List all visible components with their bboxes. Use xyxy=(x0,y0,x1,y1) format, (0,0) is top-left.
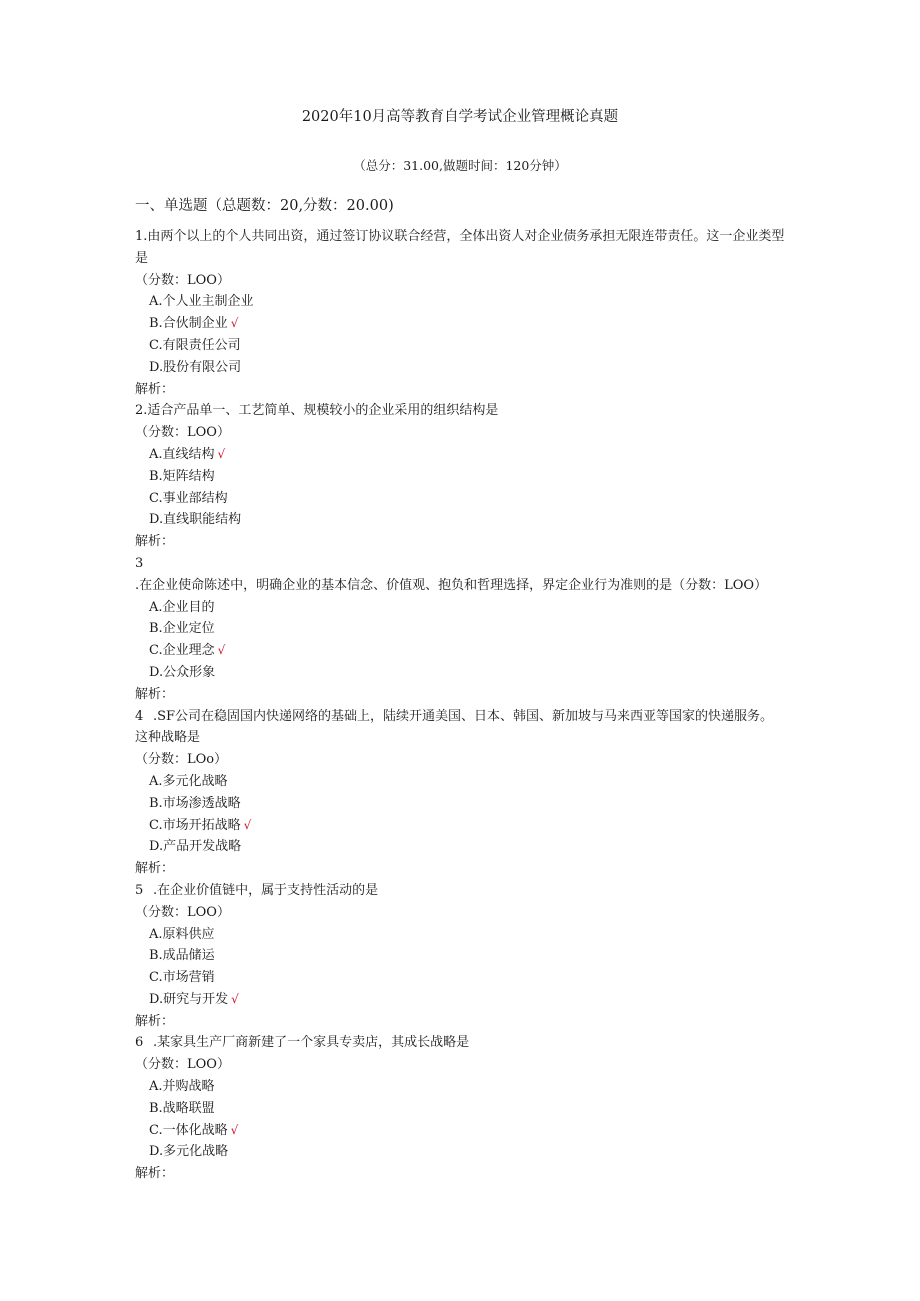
option-label: D.股份有限公司 xyxy=(149,359,242,375)
answer-option xyxy=(135,1141,785,1163)
question-stem xyxy=(135,880,785,902)
option-label: D.研究与开发 xyxy=(149,991,229,1007)
answer-option xyxy=(135,444,785,466)
question-score: （分数：LOo） xyxy=(135,752,228,768)
option-label: C.事业部结构 xyxy=(149,490,228,506)
question-stem xyxy=(135,1032,785,1054)
analysis-label: 解析： xyxy=(135,861,175,877)
answer-option xyxy=(135,924,785,946)
answer-option xyxy=(135,989,785,1011)
option-label: B.企业定位 xyxy=(149,621,215,637)
question-score: （分数：LOO） xyxy=(135,272,230,288)
option-label: B.合伙制企业 xyxy=(149,316,228,332)
question-text: 由两个以上的个人共同出资，通过签订协议联合经营，全体出资人对企业债务承担无限连带责任。这一企业类型是 xyxy=(135,229,785,266)
question-item xyxy=(135,400,785,553)
correct-check-icon: √ xyxy=(231,991,239,1006)
option-label: A.原料供应 xyxy=(149,926,215,942)
question-number: 4 xyxy=(135,708,144,724)
option-label: D.直线职能结构 xyxy=(149,512,242,528)
option-label: B.矩阵结构 xyxy=(149,468,215,484)
answer-option xyxy=(135,662,785,684)
answer-option xyxy=(135,793,785,815)
answer-option xyxy=(135,291,785,313)
correct-check-icon: √ xyxy=(230,316,239,331)
question-stem xyxy=(135,226,785,270)
correct-check-icon: √ xyxy=(230,1122,239,1137)
question-text: .SF公司在稳固国内快递网络的基础上，陆续开通美国、日本、韩国、新加坡与马来西亚等国家的快递服务。这种战略是 xyxy=(135,708,774,746)
option-label: C.市场营销 xyxy=(149,970,215,986)
question-list xyxy=(135,226,785,1185)
question-number: 5 xyxy=(135,882,144,898)
question-number: 1. xyxy=(135,229,148,244)
question-text: .在企业价值链中，属于支持性活动的是 xyxy=(153,882,379,898)
question-text: 适合产品单一、工艺简单、规模较小的企业采用的组织结构是 xyxy=(147,403,499,419)
analysis-label: 解析： xyxy=(135,1166,175,1182)
answer-option xyxy=(135,967,785,989)
analysis-label: 解析： xyxy=(135,1013,175,1029)
answer-option xyxy=(135,488,785,510)
option-label: D.多元化战略 xyxy=(149,1144,229,1160)
question-stem xyxy=(135,400,785,422)
document-meta: （总分：31.00,做题时间：120分钟） xyxy=(353,158,567,173)
question-number: 3 xyxy=(135,555,144,571)
question-item xyxy=(135,706,785,880)
option-label: B.市场渗透战略 xyxy=(149,795,241,811)
question-item xyxy=(135,553,785,706)
answer-option xyxy=(135,815,785,837)
question-score: （分数：LOO） xyxy=(135,1057,230,1073)
option-label: A.直线结构 xyxy=(149,446,215,462)
option-label: A.个人业主制企业 xyxy=(149,294,254,310)
question-item xyxy=(135,1032,785,1185)
option-label: A.并购战略 xyxy=(149,1079,215,1095)
question-text: .在企业使命陈述中，明确企业的基本信念、价值观、抱负和哲理选择，界定企业行为准则的是（分数：LOO） xyxy=(135,577,768,593)
option-label: C.有限责任公司 xyxy=(149,337,241,353)
question-item xyxy=(135,880,785,1033)
option-label: A.多元化战略 xyxy=(149,773,228,789)
question-item xyxy=(135,226,785,400)
correct-check-icon: √ xyxy=(217,643,226,658)
answer-option xyxy=(135,1120,785,1142)
section-heading: 一、单选题（总题数：20,分数：20.00) xyxy=(135,198,394,214)
answer-option xyxy=(135,771,785,793)
option-label: D.产品开发战略 xyxy=(149,839,242,855)
analysis-label: 解析： xyxy=(135,534,175,550)
option-label: C.市场开拓战略 xyxy=(149,817,241,833)
question-number: 2. xyxy=(135,403,148,419)
question-number: 6 xyxy=(135,1035,144,1051)
answer-option xyxy=(135,618,785,640)
question-stem xyxy=(135,706,785,750)
option-label: D.公众形象 xyxy=(149,664,216,680)
answer-option xyxy=(135,509,785,531)
answer-option xyxy=(135,335,785,357)
answer-option xyxy=(135,597,785,619)
question-text: .某家具生产厂商新建了一个家具专卖店，其成长战略是 xyxy=(153,1035,470,1051)
option-label: C.企业理念 xyxy=(149,643,215,659)
question-score: （分数：LOO） xyxy=(135,425,230,441)
answer-option xyxy=(135,640,785,662)
question-stem xyxy=(135,553,785,597)
correct-check-icon: √ xyxy=(217,446,226,461)
option-label: B.成品储运 xyxy=(149,948,215,964)
answer-option xyxy=(135,466,785,488)
answer-option xyxy=(135,836,785,858)
document-title: 2020年10月高等教育自学考试企业管理概论真题 xyxy=(301,109,619,125)
correct-check-icon: √ xyxy=(243,817,252,832)
option-label: C.一体化战略 xyxy=(149,1122,228,1138)
answer-option xyxy=(135,313,785,335)
answer-option xyxy=(135,357,785,379)
answer-option xyxy=(135,1076,785,1098)
analysis-label: 解析： xyxy=(135,381,175,397)
answer-option xyxy=(135,945,785,967)
analysis-label: 解析： xyxy=(135,686,175,702)
answer-option xyxy=(135,1098,785,1120)
question-score: （分数：LOO） xyxy=(135,904,230,920)
option-label: A.企业目的 xyxy=(149,599,215,615)
option-label: B.战略联盟 xyxy=(149,1100,215,1116)
